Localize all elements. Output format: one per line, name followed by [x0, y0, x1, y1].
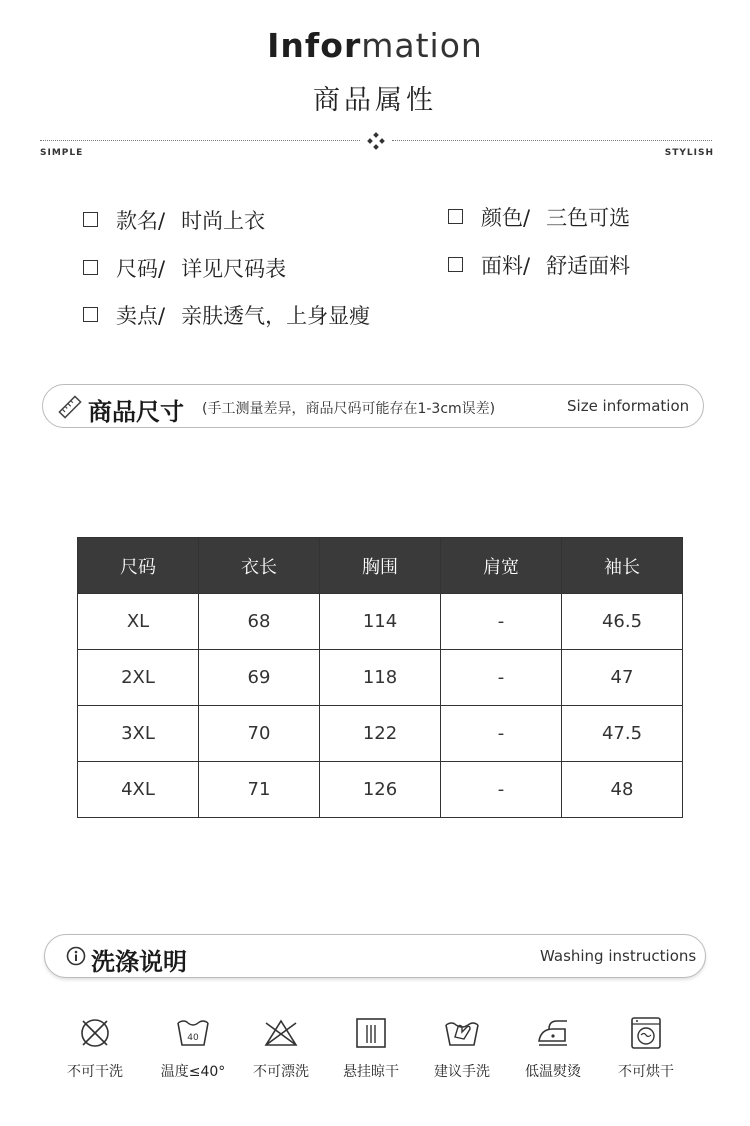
table-cell: 3XL — [78, 706, 199, 762]
checkbox-icon — [448, 209, 463, 224]
table-cell: 114 — [320, 594, 441, 650]
page-subtitle: 商品属性 — [313, 85, 437, 116]
info-icon — [66, 946, 86, 966]
wash-temp-text: 40 — [187, 1033, 199, 1043]
attr-selling-point — [83, 300, 370, 330]
no-tumble-dry-icon — [628, 1015, 664, 1051]
attr-value: 三色可选 — [546, 206, 631, 230]
table-header-cell: 尺码 — [78, 538, 199, 594]
table-row — [78, 706, 683, 762]
attr-label: 尺码/ — [116, 257, 166, 281]
page-title — [0, 26, 750, 65]
table-cell: - — [441, 650, 562, 706]
table-cell: - — [441, 706, 562, 762]
wash-label: 不可烘干 — [618, 1064, 674, 1080]
table-cell: 47.5 — [562, 706, 683, 762]
divider-left — [40, 140, 360, 141]
checkbox-icon — [83, 260, 98, 275]
wash-item-hand-wash — [417, 1015, 507, 1081]
attr-label: 款名/ — [116, 209, 166, 233]
table-cell: 68 — [199, 594, 320, 650]
attr-value: 详见尺码表 — [181, 257, 287, 281]
wash-label: 建议手洗 — [434, 1064, 490, 1080]
hang-dry-icon — [353, 1015, 389, 1051]
size-section-en: Size information — [567, 397, 690, 415]
ruler-icon — [58, 395, 82, 419]
no-dry-clean-icon — [77, 1015, 113, 1051]
wash-label: 低温熨烫 — [525, 1064, 581, 1080]
title-bold: Infor — [267, 26, 362, 65]
size-section-title: 商品尺寸 — [88, 398, 184, 426]
table-cell: 70 — [199, 706, 320, 762]
table-header-cell: 胸围 — [320, 538, 441, 594]
attr-value: 时尚上衣 — [181, 209, 266, 233]
table-cell: 126 — [320, 762, 441, 818]
checkbox-icon — [83, 307, 98, 322]
wash-section-en: Washing instructions — [540, 947, 697, 965]
diamond-ornament-icon — [367, 132, 385, 150]
table-cell: 69 — [199, 650, 320, 706]
table-cell: - — [441, 594, 562, 650]
stylish-tag: STYLISH — [664, 148, 714, 158]
attr-label: 颜色/ — [481, 206, 531, 230]
wash-item-hang-dry — [326, 1015, 416, 1081]
wash-label: 温度≤40° — [160, 1064, 226, 1080]
no-bleach-icon — [263, 1015, 299, 1051]
table-cell: 122 — [320, 706, 441, 762]
attr-label: 卖点/ — [116, 304, 166, 328]
wash-section-title: 洗涤说明 — [91, 948, 187, 976]
attr-fabric — [448, 250, 630, 280]
table-cell: 46.5 — [562, 594, 683, 650]
divider-right — [392, 140, 712, 141]
attr-value: 舒适面料 — [546, 254, 631, 278]
table-row — [78, 650, 683, 706]
table-cell: XL — [78, 594, 199, 650]
attr-size — [83, 253, 286, 283]
table-cell: 4XL — [78, 762, 199, 818]
simple-tag: SIMPLE — [40, 148, 84, 158]
table-row — [78, 594, 683, 650]
table-header-row — [78, 538, 683, 594]
attr-style-name — [83, 205, 265, 235]
wash-item-no-dry-clean — [50, 1015, 140, 1081]
checkbox-icon — [448, 257, 463, 272]
hand-wash-icon — [444, 1015, 480, 1051]
wash-label: 悬挂晾干 — [343, 1064, 399, 1080]
table-cell: 48 — [562, 762, 683, 818]
checkbox-icon — [83, 212, 98, 227]
wash-item-temp — [148, 1015, 238, 1081]
table-cell: 2XL — [78, 650, 199, 706]
size-section-note: (手工测量差异，商品尺码可能存在1-3cm误差) — [202, 401, 496, 417]
wash-item-no-bleach — [236, 1015, 326, 1081]
table-header-cell: 肩宽 — [441, 538, 562, 594]
wash-label: 不可干洗 — [67, 1064, 123, 1080]
wash-item-no-tumble-dry — [601, 1015, 691, 1081]
wash-label: 不可漂洗 — [253, 1064, 309, 1080]
attr-value: 亲肤透气，上身显瘦 — [181, 304, 371, 328]
table-cell: 71 — [199, 762, 320, 818]
attr-label: 面料/ — [481, 254, 531, 278]
attr-color — [448, 202, 630, 232]
table-row — [78, 762, 683, 818]
table-cell: - — [441, 762, 562, 818]
table-header-cell: 衣长 — [199, 538, 320, 594]
table-header-cell: 袖长 — [562, 538, 683, 594]
table-cell: 47 — [562, 650, 683, 706]
size-table — [77, 537, 683, 818]
wash-40-icon — [175, 1015, 211, 1051]
low-iron-icon — [535, 1015, 571, 1051]
title-light: mation — [361, 26, 483, 65]
table-cell: 118 — [320, 650, 441, 706]
wash-item-low-iron — [508, 1015, 598, 1081]
